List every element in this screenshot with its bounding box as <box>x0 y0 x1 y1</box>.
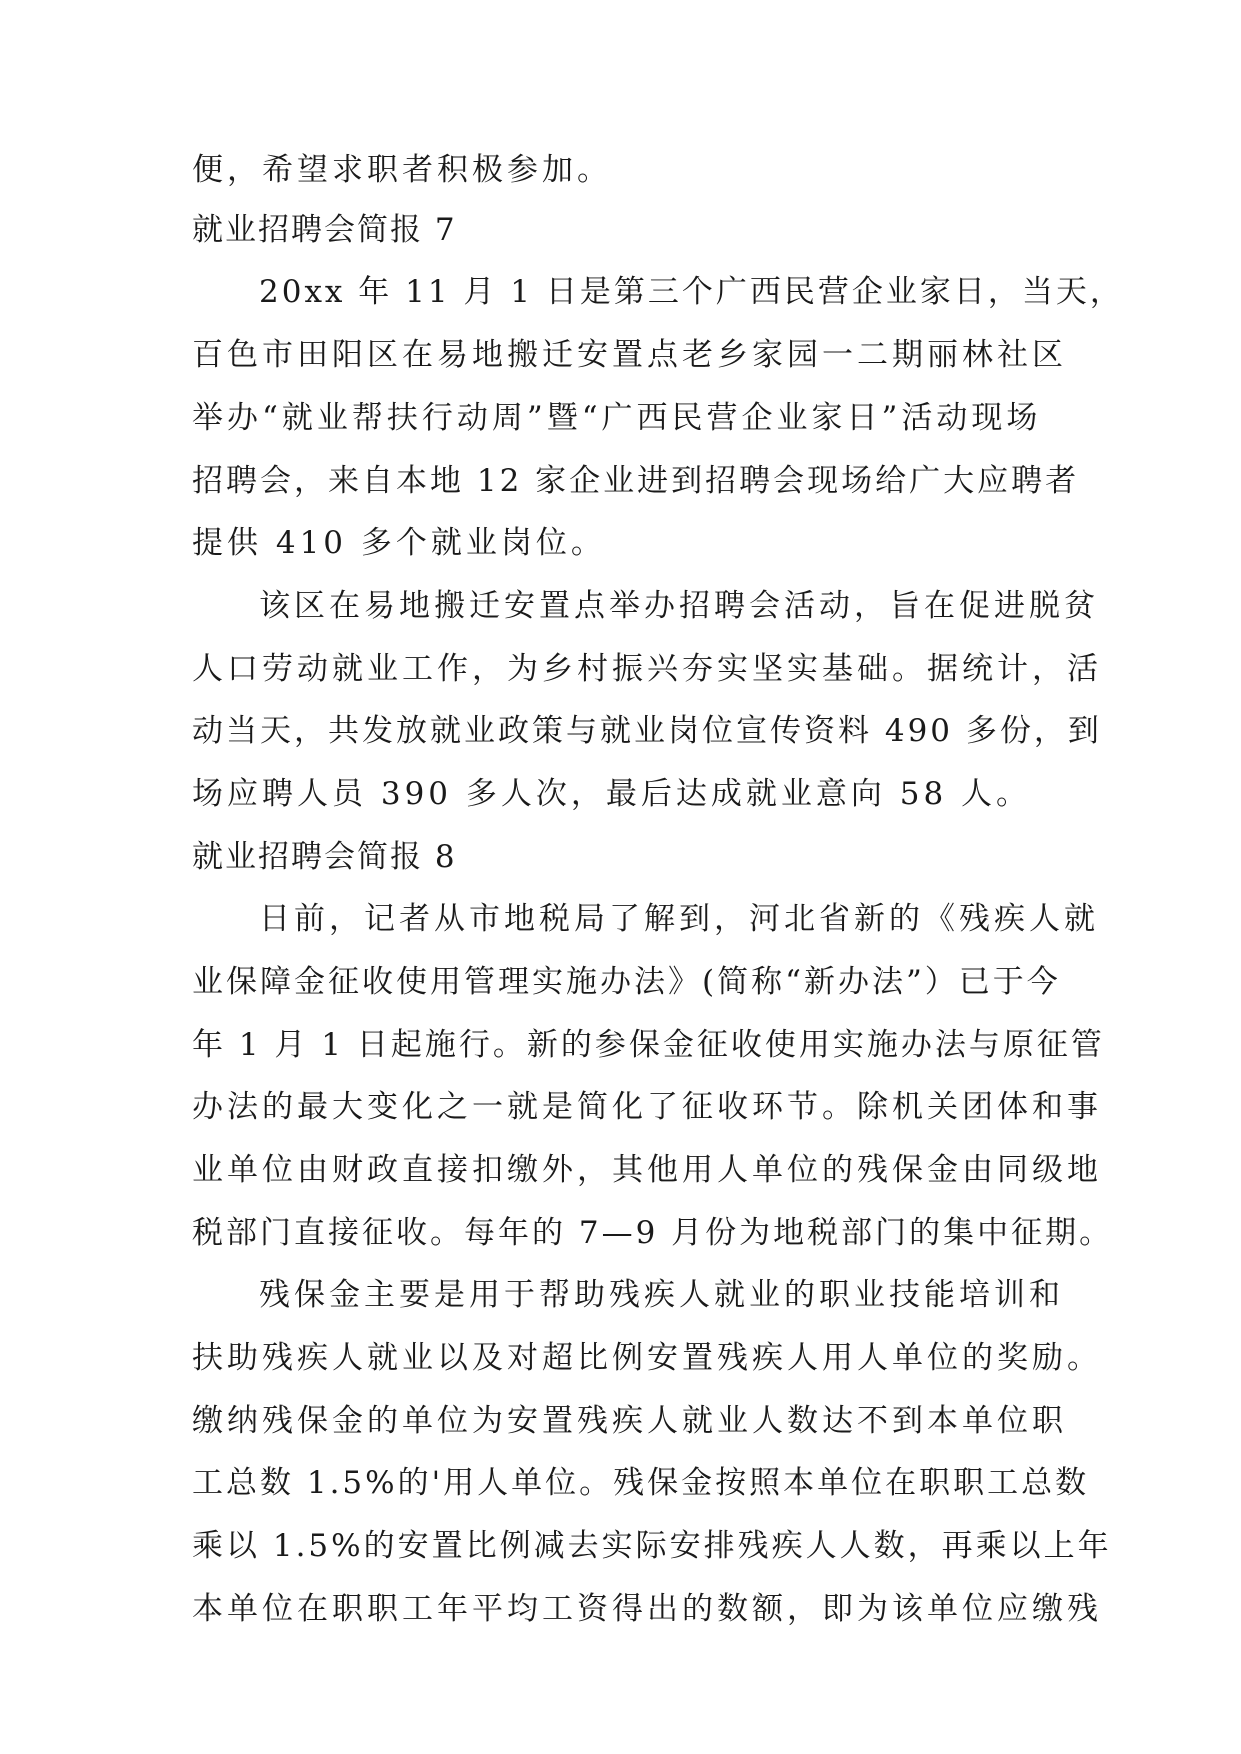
paragraph-line: 残保金主要是用于帮助残疾人就业的职业技能培训和 <box>259 1277 1064 1313</box>
paragraph-line: 本单位在职职工年平均工资得出的数额，即为该单位应缴残 <box>192 1591 1102 1627</box>
paragraph-line: 业单位由财政直接扣缴外，其他用人单位的残保金由同级地 <box>192 1152 1102 1188</box>
paragraph-line: 乘以 1.5%的安置比例减去实际安排残疾人人数，再乘以上年 <box>192 1528 1112 1564</box>
paragraph-line: 人口劳动就业工作，为乡村振兴夯实坚实基础。据统计，活 <box>192 651 1102 687</box>
paragraph-line: 20xx 年 11 月 1 日是第三个广西民营企业家日，当天， <box>259 274 1124 310</box>
paragraph-line: 提供 410 多个就业岗位。 <box>192 525 606 561</box>
paragraph-line: 办法的最大变化之一就是简化了征收环节。除机关团体和事 <box>192 1089 1102 1125</box>
paragraph-line: 百色市田阳区在易地搬迁安置点老乡家园一二期丽林社区 <box>192 337 1067 373</box>
paragraph-line: 缴纳残保金的单位为安置残疾人就业人数达不到本单位职 <box>192 1403 1067 1439</box>
section-heading: 就业招聘会简报 8 <box>192 839 457 875</box>
paragraph-line: 招聘会，来自本地 12 家企业进到招聘会现场给广大应聘者 <box>192 463 1080 499</box>
paragraph-line: 工总数 1.5%的'用人单位。残保金按照本单位在职职工总数 <box>192 1465 1090 1501</box>
paragraph-line: 扶助残疾人就业以及对超比例安置残疾人用人单位的奖励。 <box>192 1340 1102 1376</box>
paragraph-line: 税部门直接征收。每年的 7—9 月份为地税部门的集中征期。 <box>192 1215 1114 1251</box>
section-heading: 就业招聘会简报 7 <box>192 212 457 248</box>
paragraph-line: 动当天，共发放就业政策与就业岗位宣传资料 490 多份，到 <box>192 713 1102 749</box>
paragraph-line: 场应聘人员 390 多人次，最后达成就业意向 58 人。 <box>192 776 1032 812</box>
paragraph-line: 举办“就业帮扶行动周”暨“广西民营企业家日”活动现场 <box>192 400 1042 436</box>
paragraph-line: 日前，记者从市地税局了解到，河北省新的《残疾人就 <box>259 901 1099 937</box>
paragraph-line: 便，希望求职者积极参加。 <box>192 152 612 188</box>
paragraph-line: 业保障金征收使用管理实施办法》(简称“新办法”）已于今 <box>192 964 1061 1000</box>
paragraph-line: 年 1 月 1 日起施行。新的参保金征收使用实施办法与原征管 <box>192 1027 1105 1063</box>
paragraph-line: 该区在易地搬迁安置点举办招聘会活动，旨在促进脱贫 <box>259 588 1099 624</box>
